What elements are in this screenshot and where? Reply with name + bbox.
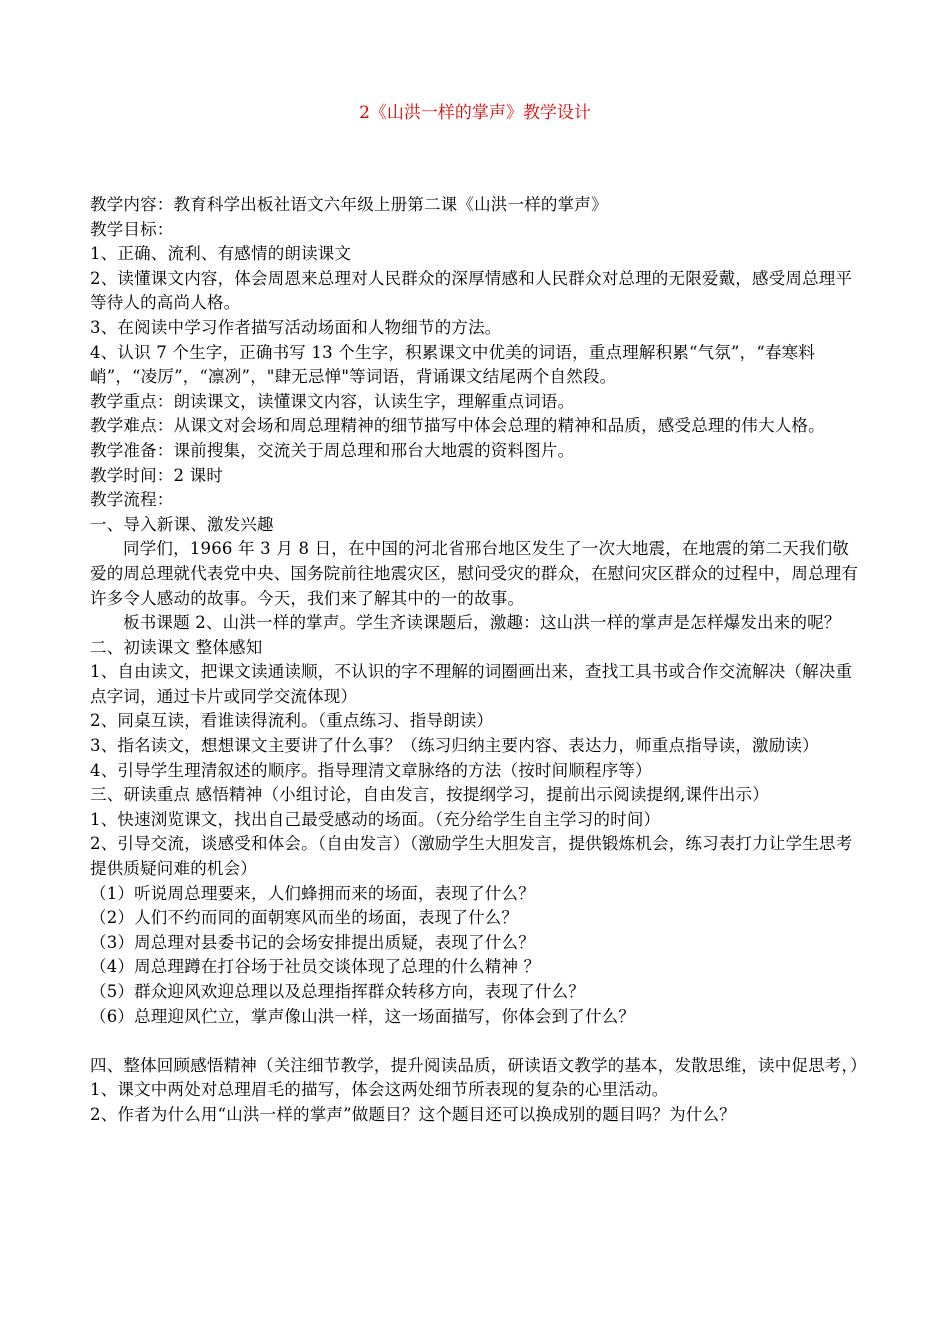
section-2-item-2: 2、同桌互读，看谁读得流利。（重点练习、指导朗读） xyxy=(90,711,494,731)
difficulties: 教学难点：从课文对会场和周总理精神的细节描写中体会总理的精神和品质，感受总理的伟大人格。 xyxy=(90,416,825,436)
teaching-content: 教学内容：教育科学出板社语文六年级上册第二课《山洪一样的掌声》 xyxy=(90,195,608,214)
key-points: 教学重点：朗读课文，读懂课文内容，认读生字，理解重点词语。 xyxy=(90,391,575,411)
objectives-heading: 教学目标： xyxy=(90,219,174,239)
objective-2: 2、读懂课文内容，体会周恩来总理对人民群众的深厚情感和人民群众对总理的无限爱戴，感受周总理平等待人的高尚人格。 xyxy=(90,268,853,313)
document-body xyxy=(90,193,865,1128)
question-6: （6）总理迎风伫立，掌声像山洪一样，这一场面描写，你体会到了什么？ xyxy=(90,1006,636,1026)
question-3: （3）周总理对县委书记的会场安排提出质疑，表现了什么？ xyxy=(90,932,535,952)
section-3-item-2: 2、引导交流，谈感受和体会。（自由发言）（激励学生大胆发言，提供锻炼机会，练习表打力让学生思考提供质疑问难的机会） xyxy=(90,834,853,879)
question-1: （1）听说周总理要来，人们蜂拥而来的场面，表现了什么？ xyxy=(90,883,535,903)
question-5: （5）群众迎风欢迎总理以及总理指挥群众转移方向，表现了什么？ xyxy=(90,982,585,1001)
question-2: （2）人们不约而同的面朝寒风而坐的场面，表现了什么？ xyxy=(90,908,519,928)
teaching-time: 教学时间：2 课时 xyxy=(90,465,224,485)
section-4-item-2: 2、作者为什么用“山洪一样的掌声”做题目？这个题目还可以换成别的题目吗？为什么？ xyxy=(90,1104,736,1124)
section-4-item-1: 1、课文中两处对总理眉毛的描写，体会这两处细节所表现的复杂的心里活动。 xyxy=(90,1080,669,1100)
blank-line xyxy=(90,1029,865,1054)
section-1-heading: 一、导入新课、激发兴趣 xyxy=(90,514,274,534)
section-3-item-1: 1、快速浏览课文，找出自己最受感动的场面。（充分给学生自主学习的时间） xyxy=(90,809,661,829)
objective-3: 3、在阅读中学习作者描写活动场面和人物细节的方法。 xyxy=(90,317,502,337)
section-2-item-3: 3、指名读文，想想课文主要讲了什么事？（练习归纳主要内容、表达力，师重点指导读，激励读） xyxy=(90,736,819,756)
objective-4: 4、认识 7 个生字，正确书写 13 个生字，积累课文中优美的词语，重点理解积累“气氛”，“春寒料峭”，“凌厉”，“凛冽”，"肆无忌惮"等词语，背诵课文结尾两个自然段。 xyxy=(90,342,816,387)
section-4-heading: 四、整体回顾感悟精神（关注细节教学，提升阅读品质，研读语文教学的基本，发散思维，读中促思考，） xyxy=(90,1055,867,1075)
section-2-heading: 二、初读课文 整体感知 xyxy=(90,637,263,657)
preparation: 教学准备：课前搜集，交流关于周总理和邢台大地震的资料图片。 xyxy=(90,440,575,460)
section-2-item-4: 4、引导学生理清叙述的顺序。指导理清文章脉络的方法（按时间顺程序等） xyxy=(90,760,652,780)
question-4: （4）周总理蹲在打谷场于社员交谈体现了总理的什么精神 ？ xyxy=(90,957,541,977)
process-heading: 教学流程： xyxy=(90,490,174,510)
document-title: 2《山洪一样的掌声》教学设计 xyxy=(359,103,591,123)
section-1-paragraph-1: 同学们，1966 年 3 月 8 日，在中国的河北省邢台地区发生了一次大地震，在地震的第二天我们敬爱的周总理就代表党中央、国务院前往地震灾区，慰问受灾的群众，在慰问灾区群众的过程中，周总理有许多令人感动的故事。今天，我们来了解其中的一的故事。 xyxy=(90,539,859,608)
objective-1: 1、正确、流利、有感情的朗读课文 xyxy=(90,244,352,264)
section-1-paragraph-2: 板书课题 2、山洪一样的掌声。学生齐读课题后，激趣：这山洪一样的掌声是怎样爆发出来的呢？ xyxy=(123,613,841,633)
section-3-heading: 三、研读重点 感悟精神（小组讨论，自由发言，按提纲学习，提前出示阅读提纲,课件出示） xyxy=(90,785,769,805)
section-2-item-1: 1、自由读文，把课文读通读顺，不认识的字不理解的词圈画出来，查找工具书或合作交流解决（解决重点字词，通过卡片或同学交流体现） xyxy=(90,662,853,706)
